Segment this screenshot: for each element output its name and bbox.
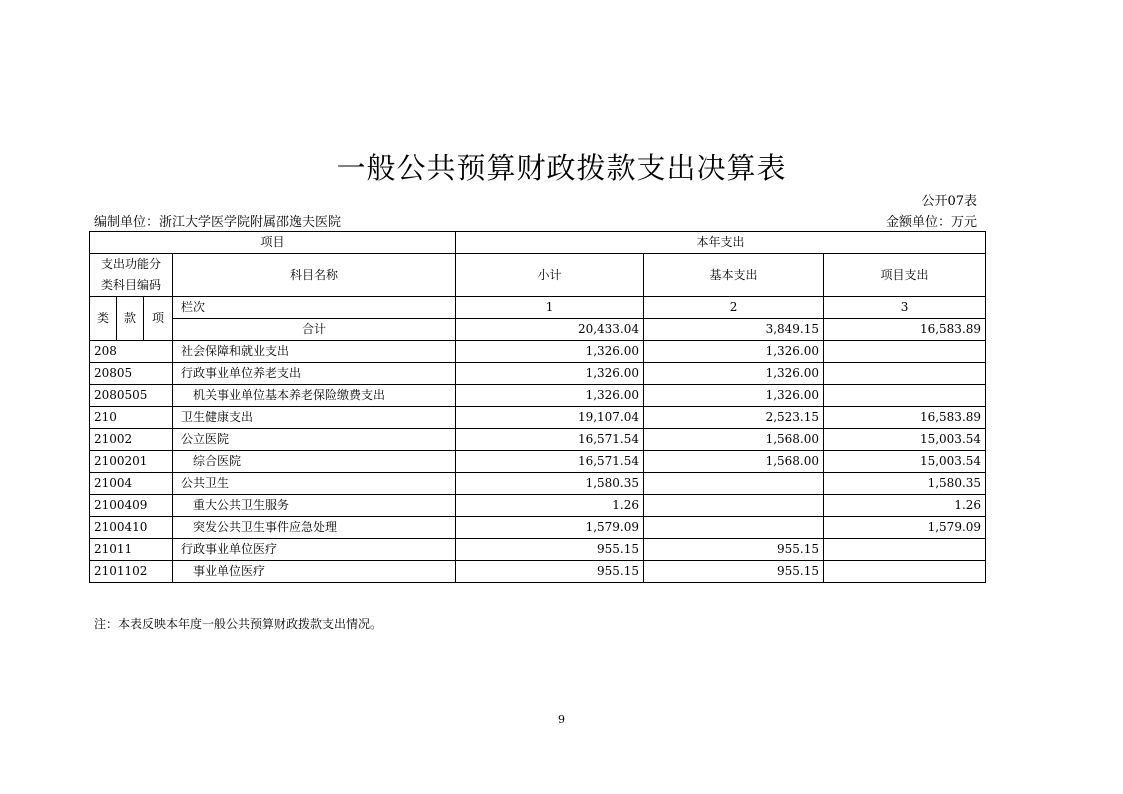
- row-code: 208: [90, 341, 173, 363]
- row-code: 2100409: [90, 495, 173, 517]
- row-subject-name: 综合医院: [173, 451, 456, 473]
- row-code: 20805: [90, 363, 173, 385]
- row-code: 2100410: [90, 517, 173, 539]
- row-subtotal: 19,107.04: [456, 407, 644, 429]
- code-title-header: 支出功能分类科目编码: [90, 254, 173, 297]
- row-subject-name: 卫生健康支出: [173, 407, 456, 429]
- row-subject-name: 公立医院: [173, 429, 456, 451]
- table-row: [90, 539, 986, 561]
- row-subtotal: 1,580.35: [456, 473, 644, 495]
- row-subject-name: 公共卫生: [173, 473, 456, 495]
- total-label: 合计: [173, 319, 456, 341]
- table-row: [90, 473, 986, 495]
- row-item-expenditure: 1,580.35: [824, 473, 986, 495]
- row-subtotal: 16,571.54: [456, 451, 644, 473]
- row-label: 栏次: [173, 297, 456, 319]
- row-item-expenditure: 1,579.09: [824, 517, 986, 539]
- row-basic-expenditure: [644, 473, 824, 495]
- row-basic-expenditure: 1,568.00: [644, 429, 824, 451]
- table-row: [90, 385, 986, 407]
- column-number-1: 1: [456, 297, 644, 319]
- row-subtotal: 1,326.00: [456, 363, 644, 385]
- project-header: 项目: [90, 232, 456, 254]
- row-item-expenditure: 1.26: [824, 495, 986, 517]
- row-subtotal: 955.15: [456, 561, 644, 583]
- row-subject-name: 社会保障和就业支出: [173, 341, 456, 363]
- row-code: 21002: [90, 429, 173, 451]
- row-basic-expenditure: 955.15: [644, 561, 824, 583]
- row-item-expenditure: 15,003.54: [824, 429, 986, 451]
- row-basic-expenditure: [644, 517, 824, 539]
- row-code: 2080505: [90, 385, 173, 407]
- column-number-2: 2: [644, 297, 824, 319]
- row-item-expenditure: [824, 539, 986, 561]
- row-subtotal: 16,571.54: [456, 429, 644, 451]
- row-subtotal: 1,326.00: [456, 385, 644, 407]
- table-row: [90, 363, 986, 385]
- row-code: 2100201: [90, 451, 173, 473]
- section-header: 款: [117, 297, 144, 341]
- page-title: 一般公共预算财政拨款支出决算表: [336, 151, 787, 185]
- row-subject-name: 重大公共卫生服务: [173, 495, 456, 517]
- row-code: 21011: [90, 539, 173, 561]
- entry-header: 项: [144, 297, 173, 341]
- total-basic: 3,849.15: [644, 319, 824, 341]
- header-row-2: [90, 254, 986, 297]
- row-subject-name: 行政事业单位养老支出: [173, 363, 456, 385]
- basic-expenditure-header: 基本支出: [644, 254, 824, 297]
- row-subject-name: 突发公共卫生事件应急处理: [173, 517, 456, 539]
- row-subject-name: 事业单位医疗: [173, 561, 456, 583]
- total-item: 16,583.89: [824, 319, 986, 341]
- header-row-1: [90, 232, 986, 254]
- subject-name-header: 科目名称: [173, 254, 456, 297]
- row-basic-expenditure: 1,326.00: [644, 363, 824, 385]
- row-code: 210: [90, 407, 173, 429]
- row-item-expenditure: [824, 341, 986, 363]
- amount-unit: 金额单位：万元: [885, 215, 977, 230]
- table-row: [90, 429, 986, 451]
- page-number: 9: [558, 713, 565, 726]
- table-row: [90, 561, 986, 583]
- column-number-3: 3: [824, 297, 986, 319]
- total-row: [90, 319, 986, 341]
- row-basic-expenditure: 2,523.15: [644, 407, 824, 429]
- row-item-expenditure: 16,583.89: [824, 407, 986, 429]
- row-basic-expenditure: 955.15: [644, 539, 824, 561]
- table-row: [90, 451, 986, 473]
- row-subtotal: 1.26: [456, 495, 644, 517]
- expenditure-table: [89, 231, 986, 583]
- table-row: [90, 517, 986, 539]
- class-header: 类: [90, 297, 117, 341]
- row-basic-expenditure: 1,568.00: [644, 451, 824, 473]
- row-subtotal: 955.15: [456, 539, 644, 561]
- table-row: [90, 407, 986, 429]
- table-row: [90, 495, 986, 517]
- row-item-expenditure: 15,003.54: [824, 451, 986, 473]
- row-subject-name: 行政事业单位医疗: [173, 539, 456, 561]
- subtotal-header: 小计: [456, 254, 644, 297]
- total-subtotal: 20,433.04: [456, 319, 644, 341]
- row-code: 21004: [90, 473, 173, 495]
- compiling-unit: 编制单位：浙江大学医学院附属邵逸夫医院: [94, 215, 342, 230]
- item-expenditure-header: 项目支出: [824, 254, 986, 297]
- row-subtotal: 1,579.09: [456, 517, 644, 539]
- row-code: 2101102: [90, 561, 173, 583]
- row-subtotal: 1,326.00: [456, 341, 644, 363]
- current-year-header: 本年支出: [456, 232, 986, 254]
- row-subject-name: 机关事业单位基本养老保险缴费支出: [173, 385, 456, 407]
- row-item-expenditure: [824, 385, 986, 407]
- form-number: 公开07表: [921, 194, 977, 209]
- row-basic-expenditure: [644, 495, 824, 517]
- row-item-expenditure: [824, 561, 986, 583]
- row-basic-expenditure: 1,326.00: [644, 341, 824, 363]
- column-number-row: [90, 297, 986, 319]
- row-item-expenditure: [824, 363, 986, 385]
- row-basic-expenditure: 1,326.00: [644, 385, 824, 407]
- table-note: 注：本表反映本年度一般公共预算财政拨款支出情况。: [94, 617, 383, 631]
- table-row: [90, 341, 986, 363]
